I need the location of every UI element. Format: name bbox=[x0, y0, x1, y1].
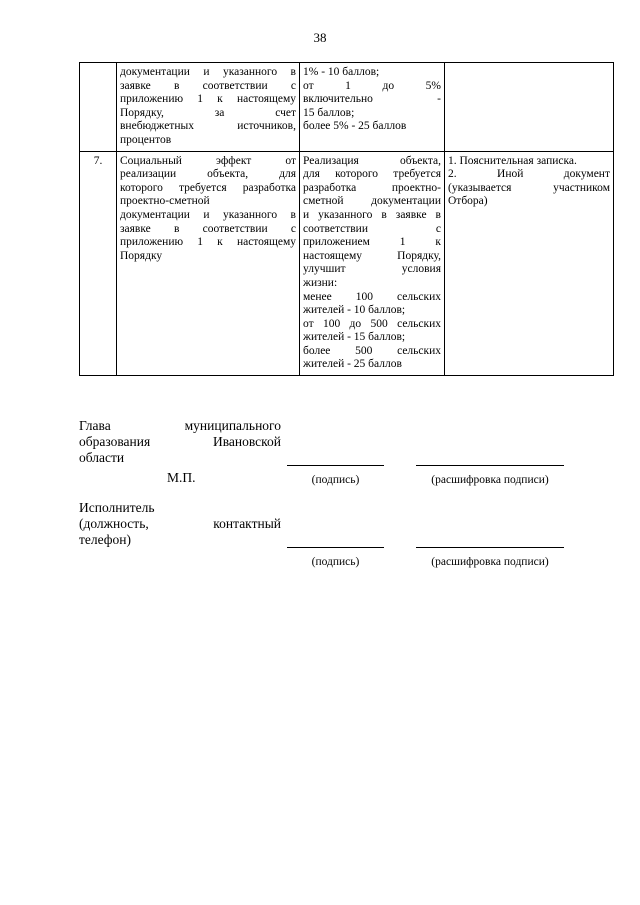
head-label-line: Глава муниципального bbox=[79, 418, 281, 433]
scoring-line: от 1 до 5% bbox=[303, 79, 441, 92]
scoring-line: менее 100 сельских bbox=[303, 290, 441, 303]
scoring-line: жизни: bbox=[303, 276, 338, 289]
page-number: 38 bbox=[313, 30, 327, 45]
head-label-line: области bbox=[79, 450, 125, 465]
criterion-line: проектно-сметной bbox=[120, 195, 210, 208]
head-signature-label bbox=[79, 418, 281, 466]
criteria-table bbox=[79, 62, 614, 376]
criterion-line: Порядку, за счет bbox=[120, 106, 296, 119]
head-signature-line bbox=[287, 465, 384, 466]
scoring-line: разработка проектно- bbox=[303, 181, 441, 194]
stamp-place-label: М.П. bbox=[167, 470, 196, 485]
documents-line: (указывается участником bbox=[448, 181, 610, 194]
scoring-cell bbox=[300, 63, 445, 152]
scoring-line: сметной документации bbox=[303, 195, 441, 208]
criterion-line: Социальный эффект от bbox=[120, 154, 296, 167]
executor-label-line: Исполнитель bbox=[79, 500, 155, 515]
executor-decoding-line bbox=[416, 547, 564, 548]
executor-label-line: (должность, контактный bbox=[79, 516, 281, 531]
scoring-line: Реализация объекта, bbox=[303, 154, 441, 167]
head-decoding-caption: (расшифровка подписи) bbox=[431, 474, 549, 486]
executor-signature-label bbox=[79, 500, 281, 548]
documents-cell bbox=[445, 63, 614, 152]
scoring-line: соответствии с bbox=[303, 222, 441, 235]
scoring-line: улучшит условия bbox=[303, 263, 441, 276]
executor-label-line: телефон) bbox=[79, 532, 132, 547]
scoring-cell bbox=[300, 151, 445, 376]
criterion-cell bbox=[117, 63, 300, 152]
table-row bbox=[80, 63, 614, 152]
row-number bbox=[80, 63, 117, 152]
scoring-line: 1% - 10 баллов; bbox=[303, 66, 380, 78]
scoring-line: более 500 сельских bbox=[303, 344, 441, 357]
criterion-line: внебюджетных источников, bbox=[120, 120, 296, 133]
scoring-line: приложением 1 к bbox=[303, 236, 441, 249]
criterion-line: документации и указанного в bbox=[120, 66, 296, 78]
scoring-line: более 5% - 25 баллов bbox=[303, 120, 407, 133]
scoring-line: для которого требуется bbox=[303, 168, 441, 181]
scoring-line: настоящему Порядку, bbox=[303, 249, 441, 262]
scoring-line: и указанного в заявке в bbox=[303, 208, 441, 221]
criterion-line: заявке в соответствии с bbox=[120, 222, 296, 235]
criterion-line: процентов bbox=[120, 133, 172, 146]
documents-cell bbox=[445, 151, 614, 376]
head-label-line: образования Ивановской bbox=[79, 434, 281, 449]
criterion-line: приложению 1 к настоящему bbox=[120, 236, 296, 249]
documents-line: 1. Пояснительная записка. bbox=[448, 154, 577, 167]
criterion-cell bbox=[117, 151, 300, 376]
criterion-line: которого требуется разработка bbox=[120, 181, 296, 194]
criterion-line: Порядку bbox=[120, 249, 163, 262]
scoring-line: жителей - 10 баллов; bbox=[303, 304, 406, 317]
head-decoding-line bbox=[416, 465, 564, 466]
executor-decoding-caption: (расшифровка подписи) bbox=[431, 556, 549, 568]
executor-signature-line bbox=[287, 547, 384, 548]
scoring-line: от 100 до 500 сельских bbox=[303, 317, 441, 330]
executor-signature-caption: (подпись) bbox=[311, 556, 360, 568]
row-number: 7. bbox=[80, 151, 117, 376]
documents-line: Отбора) bbox=[448, 195, 488, 208]
criterion-line: приложению 1 к настоящему bbox=[120, 93, 296, 106]
head-signature-caption: (подпись) bbox=[311, 474, 360, 486]
table-row bbox=[80, 151, 614, 376]
documents-line: 2. Иной документ bbox=[448, 168, 610, 181]
scoring-line: жителей - 15 баллов; bbox=[303, 331, 406, 344]
scoring-line: жителей - 25 баллов bbox=[303, 358, 402, 371]
criterion-line: реализации объекта, для bbox=[120, 168, 296, 181]
scoring-line: включительно - bbox=[303, 93, 441, 106]
scoring-line: 15 баллов; bbox=[303, 106, 355, 119]
criterion-line: заявке в соответствии с bbox=[120, 79, 296, 92]
criterion-line: документации и указанного в bbox=[120, 208, 296, 221]
